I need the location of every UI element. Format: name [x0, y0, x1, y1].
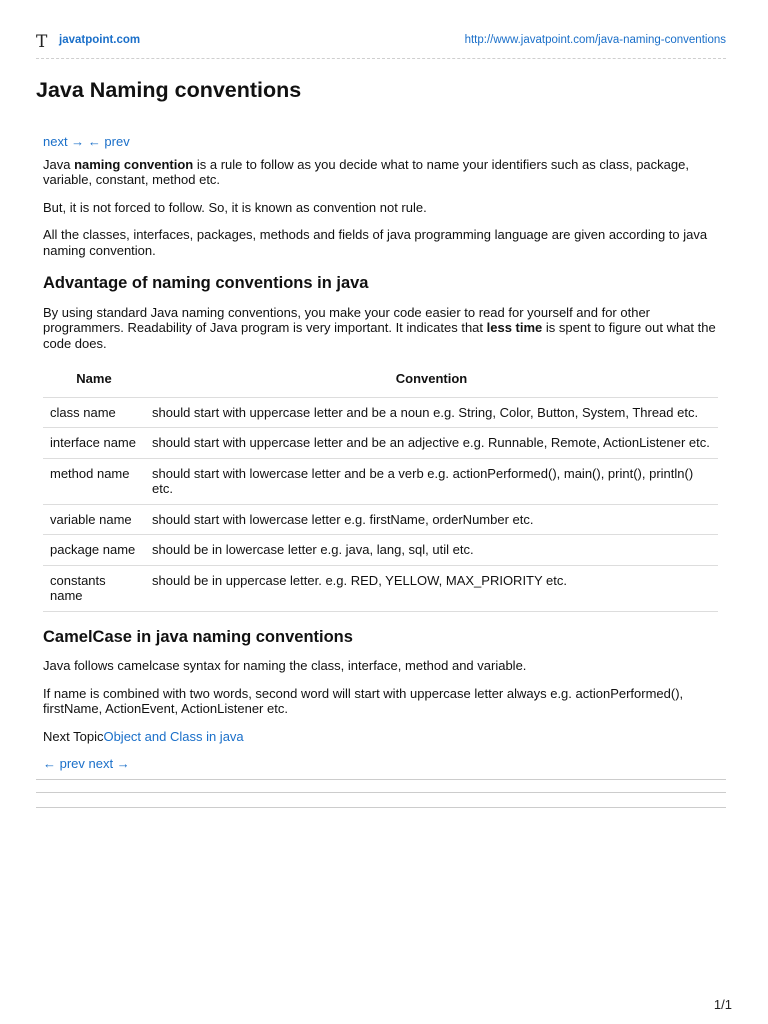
advantage-paragraph: By using standard Java naming conventions, you make your code easier to read for yourself and for other programmers. Readability of Java program is very important. It indicates that less time is spent to figure out what the code does.	[43, 304, 716, 351]
table-row	[43, 428, 718, 459]
row-name-cell: class name	[43, 397, 145, 428]
intro-paragraph-1: Java naming convention is a rule to follow as you decide what to name your identifiers such as class, package, variable, constant, method etc.	[43, 156, 689, 187]
divider	[36, 807, 726, 808]
intro-paragraph-2: But, it is not forced to follow. So, it is known as convention not rule.	[43, 199, 427, 215]
row-convention-cell: should start with lowercase letter and be a verb e.g. actionPerformed(), main(), print(), println() etc.	[145, 458, 718, 504]
camelcase-heading: CamelCase in java naming conventions	[43, 627, 353, 646]
row-name-cell: constants name	[43, 565, 145, 611]
prev-link[interactable]: ← prev	[87, 134, 130, 149]
next-topic	[43, 729, 727, 745]
page-url-link[interactable]: http://www.javatpoint.com/java-naming-conventions	[464, 34, 726, 46]
divider	[36, 792, 726, 793]
camelcase-paragraph-1: Java follows camelcase syntax for naming the class, interface, method and variable.	[43, 658, 527, 673]
column-header-convention: Convention	[395, 371, 468, 386]
javatpoint-logo-icon: T	[36, 32, 48, 52]
divider	[36, 779, 726, 780]
bottom-pagination	[43, 756, 727, 772]
row-name-cell: method name	[43, 458, 145, 504]
column-header-name: Name	[76, 371, 112, 386]
table-row	[43, 504, 718, 535]
advantage-heading: Advantage of naming conventions in java	[43, 274, 369, 292]
prev-link[interactable]: ← prev	[43, 756, 85, 771]
pdf-header	[36, 30, 726, 59]
page-title: Java Naming conventions	[36, 78, 302, 102]
table-row	[43, 565, 718, 611]
page-number: 1/1	[713, 997, 732, 1012]
next-topic-label: Next Topic	[43, 728, 104, 744]
next-link[interactable]: next →	[43, 134, 85, 149]
row-convention-cell: should be in lowercase letter e.g. java, lang, sql, util etc.	[145, 535, 718, 566]
row-name-cell: package name	[43, 535, 145, 566]
intro-paragraph-3: All the classes, interfaces, packages, methods and fields of java programming language are given according to java naming convention.	[43, 227, 708, 258]
camelcase-paragraph-2: If name is combined with two words, second word will start with uppercase letter always e.g. actionPerformed(), firstName, ActionEvent, ActionListener etc.	[43, 685, 684, 716]
naming-conventions-table	[43, 363, 718, 612]
table-row	[43, 535, 718, 566]
row-convention-cell: should start with uppercase letter and be a noun e.g. String, Color, Button, System, Thread etc.	[145, 397, 718, 428]
table-row	[43, 397, 718, 428]
top-pagination	[43, 134, 727, 150]
next-link[interactable]: next →	[88, 756, 130, 771]
row-convention-cell: should start with uppercase letter and be an adjective e.g. Runnable, Remote, ActionListener etc.	[145, 428, 718, 459]
row-convention-cell: should start with lowercase letter e.g. firstName, orderNumber etc.	[145, 504, 718, 535]
table-header-row	[43, 363, 718, 397]
row-convention-cell: should be in uppercase letter. e.g. RED, YELLOW, MAX_PRIORITY etc.	[145, 565, 718, 611]
site-name-link[interactable]: javatpoint.com	[59, 34, 141, 46]
table-row	[43, 458, 718, 504]
row-name-cell: interface name	[43, 428, 145, 459]
row-name-cell: variable name	[43, 504, 145, 535]
main-content	[43, 134, 727, 808]
next-topic-link[interactable]: Object and Class in java	[103, 728, 244, 744]
